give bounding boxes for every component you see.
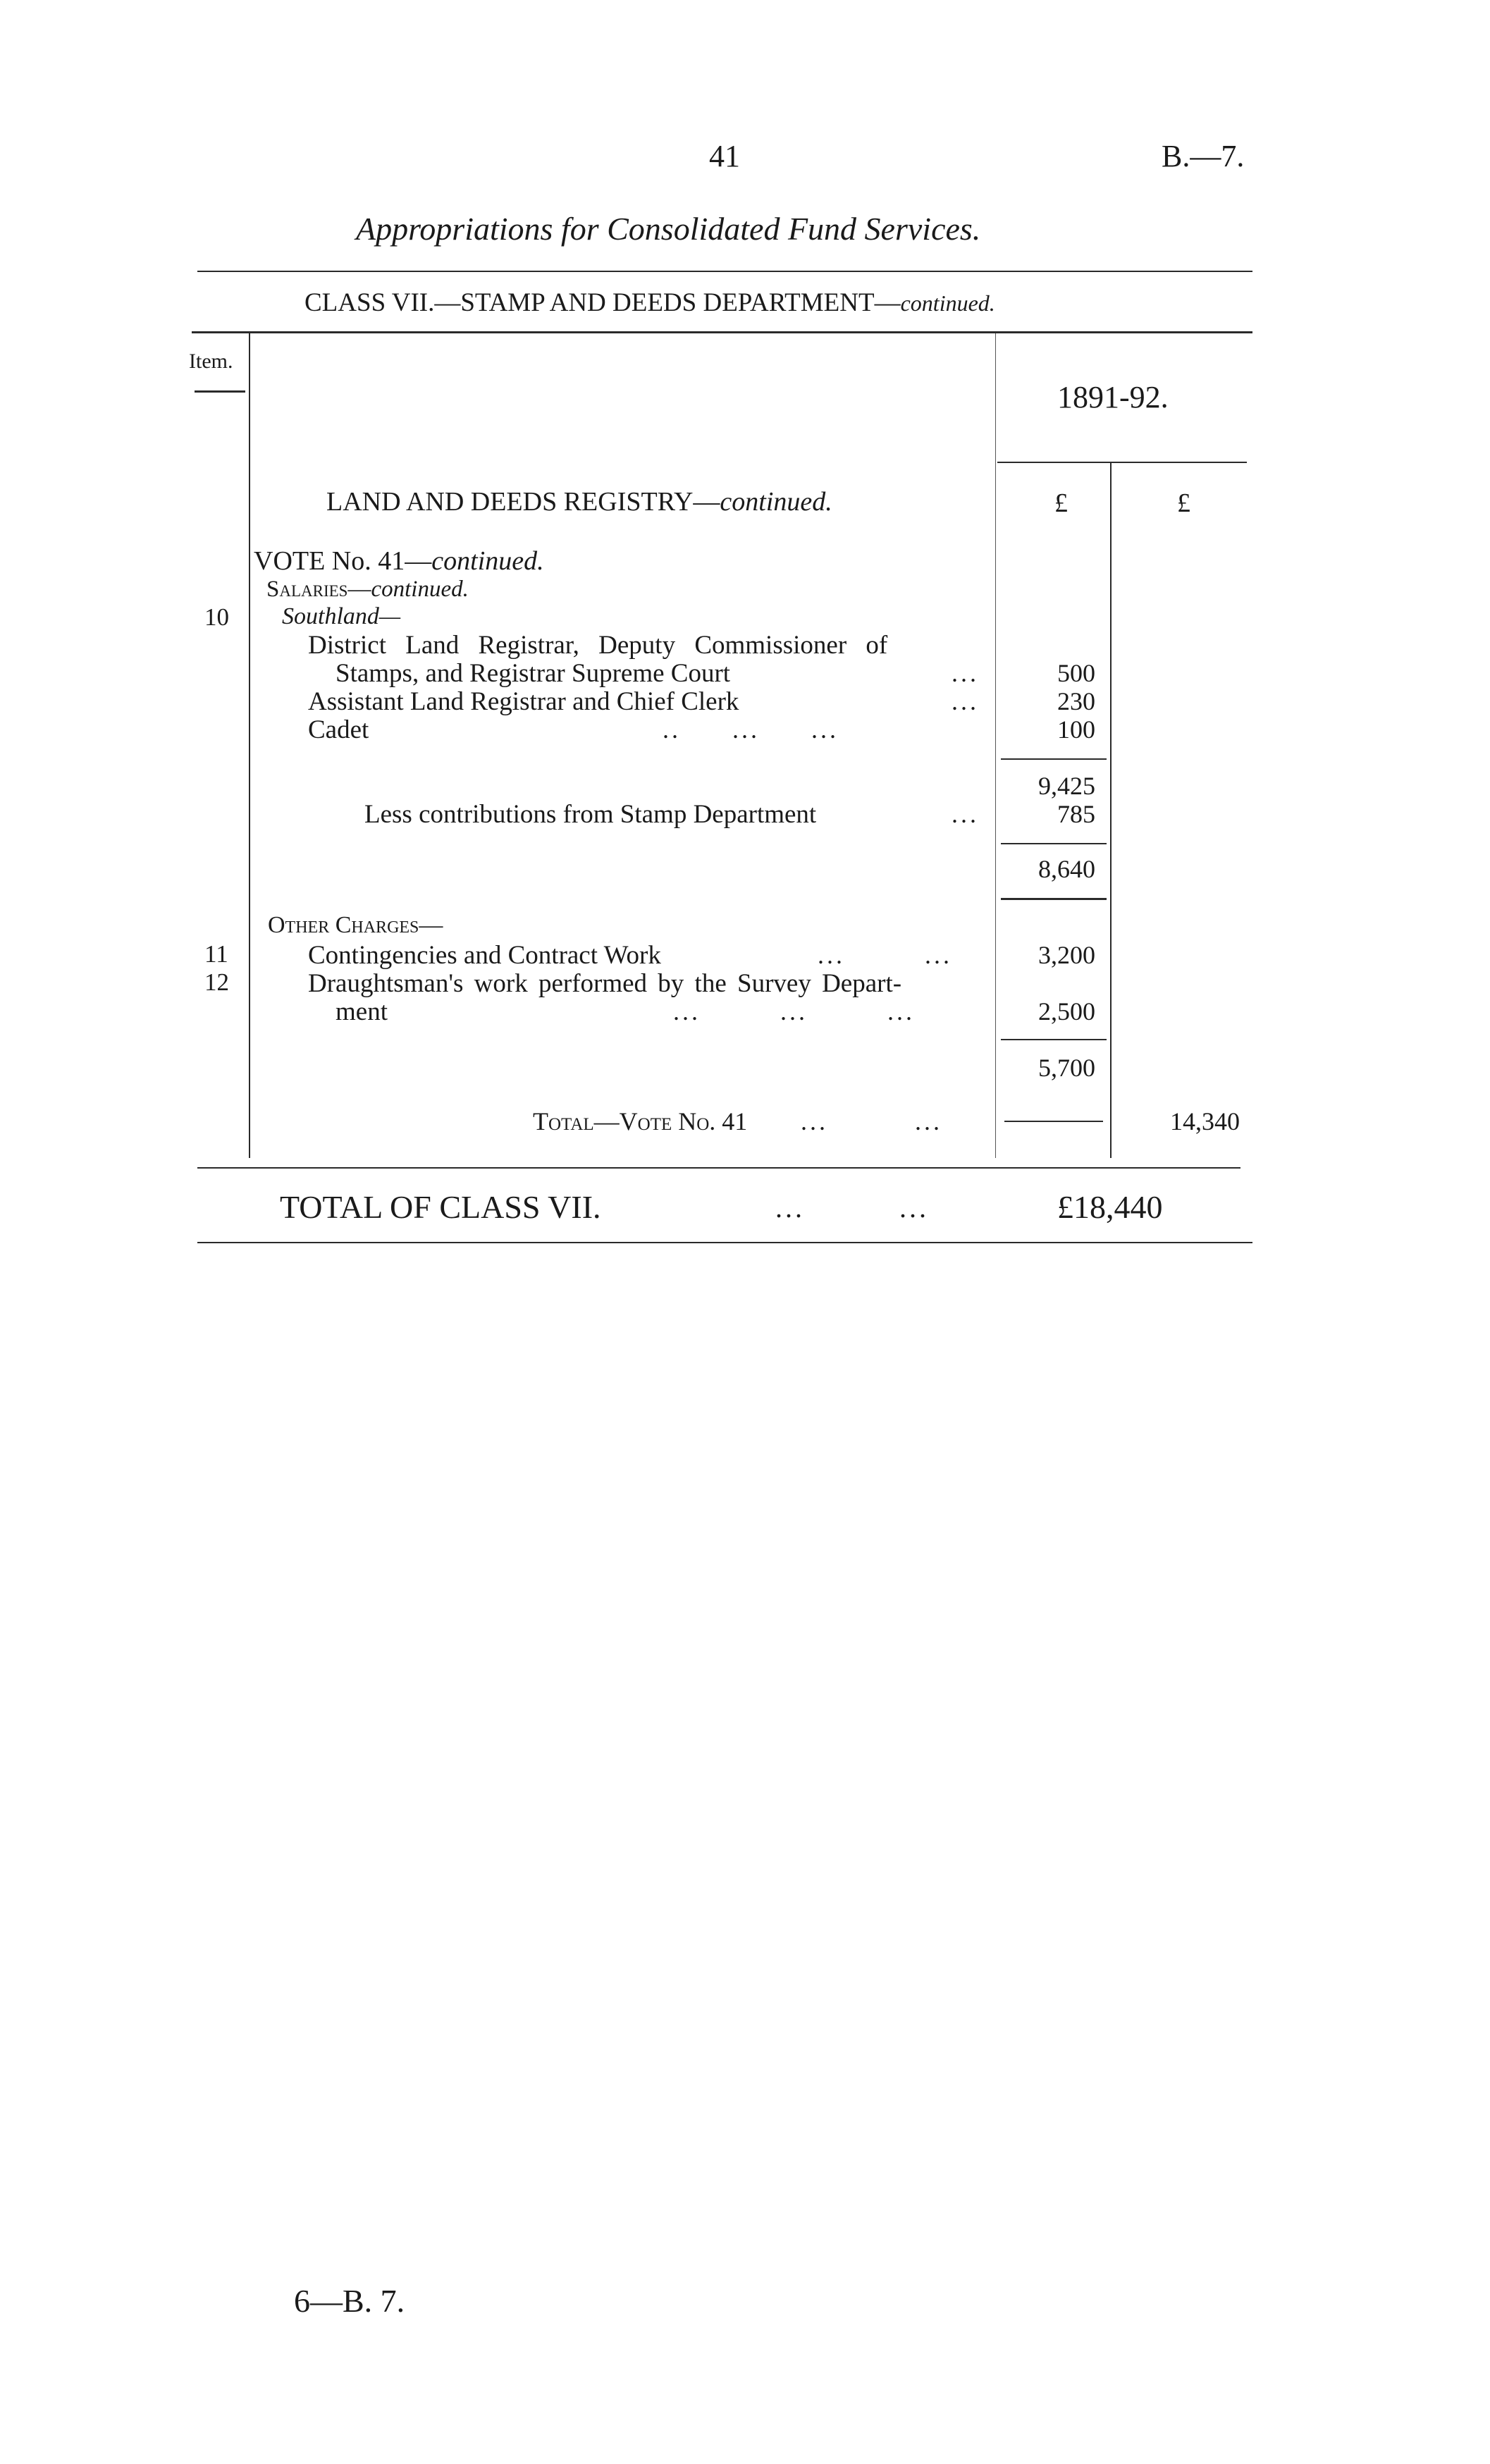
row-description-cont: ment: [335, 997, 388, 1026]
net-double-rule: [1001, 898, 1107, 900]
year-header: 1891-92.: [1057, 380, 1169, 414]
vote-label-main: VOTE No. 41—: [254, 546, 432, 576]
row-description: Assistant Land Registrar and Chief Clerk: [308, 687, 739, 716]
item-column-rule: [249, 333, 250, 1158]
section-title: [326, 486, 832, 517]
footer-signature: 6—B. 7.: [294, 2283, 405, 2319]
region-label: Southland—: [282, 603, 401, 629]
row-description: Draughtsman's work performed by the Survey Depart-: [308, 969, 902, 998]
item-header-underline: [195, 390, 245, 393]
item-column-header: Item.: [189, 350, 233, 373]
net-salaries: 8,640: [1038, 855, 1095, 883]
item-number: 10: [204, 603, 229, 631]
row-description: District Land Registrar, Deputy Commissioner of: [308, 631, 888, 660]
leader-dots: ...: [952, 800, 979, 828]
subtotal-rule: [1001, 758, 1107, 760]
net-rule: [1001, 843, 1107, 844]
other-subtotal-rule: [1001, 1039, 1107, 1040]
table-bottom-rule: [197, 1167, 1240, 1169]
other-charges-label: Other Charges—: [268, 912, 443, 938]
vote-label: [254, 546, 544, 577]
vote-label-continued: continued.: [431, 546, 544, 576]
section-title-continued: continued.: [720, 487, 832, 517]
salaries-label: [266, 577, 469, 603]
class-total-rule: [197, 1242, 1252, 1243]
total-vote-dash: [1004, 1121, 1103, 1122]
class-total-amount: £18,440: [1057, 1189, 1163, 1225]
leader-dots: ... ...: [801, 1107, 942, 1135]
item-number: 11: [204, 940, 228, 968]
class-heading-continued: continued.: [900, 290, 995, 316]
document-reference: B.—7.: [1162, 139, 1245, 173]
amount-value: 3,200: [1038, 941, 1095, 969]
subtotal-salaries: 9,425: [1038, 772, 1095, 800]
leader-dots: ...: [952, 659, 979, 687]
salaries-label-main: Salaries—: [266, 577, 371, 602]
less-contributions-label: Less contributions from Stamp Department: [364, 800, 817, 829]
amount-value: 500: [1057, 659, 1095, 687]
subtotal-other: 5,700: [1038, 1054, 1095, 1082]
heading-rule: [192, 331, 1252, 333]
total-vote-label: Total—Vote No. 41: [533, 1107, 748, 1135]
total-vote-amount: 14,340: [1170, 1107, 1240, 1135]
row-description-cont: Stamps, and Registrar Supreme Court: [335, 659, 731, 688]
item-number: 12: [204, 968, 229, 996]
section-title-main: LAND AND DEEDS REGISTRY—: [326, 487, 720, 517]
amount-column-rule-2: [1110, 463, 1112, 1158]
amount-column-rule-1: [995, 333, 996, 1158]
class-total-label: TOTAL OF CLASS VII.: [280, 1189, 601, 1225]
year-underline: [997, 462, 1247, 463]
running-title: Appropriations for Consolidated Fund Services.: [356, 211, 981, 247]
leader-dots: ... ...: [775, 1192, 929, 1224]
amount-value: 100: [1057, 715, 1095, 744]
amount-value: 230: [1057, 687, 1095, 715]
salaries-label-continued: continued.: [371, 577, 469, 602]
leader-dots: ... ... ...: [673, 997, 915, 1025]
amount-value: 2,500: [1038, 997, 1095, 1025]
row-description: Cadet: [308, 715, 369, 744]
leader-dots: .. ... ...: [663, 715, 839, 744]
less-amount: 785: [1057, 800, 1095, 828]
class-heading-main: CLASS VII.—STAMP AND DEEDS DEPARTMENT—: [304, 288, 901, 317]
top-rule: [197, 271, 1252, 272]
leader-dots: ... ...: [818, 941, 952, 969]
currency-symbol-col1: £: [1054, 488, 1068, 518]
row-description: Contingencies and Contract Work: [308, 941, 661, 970]
currency-symbol-col2: £: [1177, 488, 1190, 518]
leader-dots: ...: [952, 687, 979, 715]
page-number: 41: [709, 139, 740, 173]
class-heading: [304, 288, 995, 318]
